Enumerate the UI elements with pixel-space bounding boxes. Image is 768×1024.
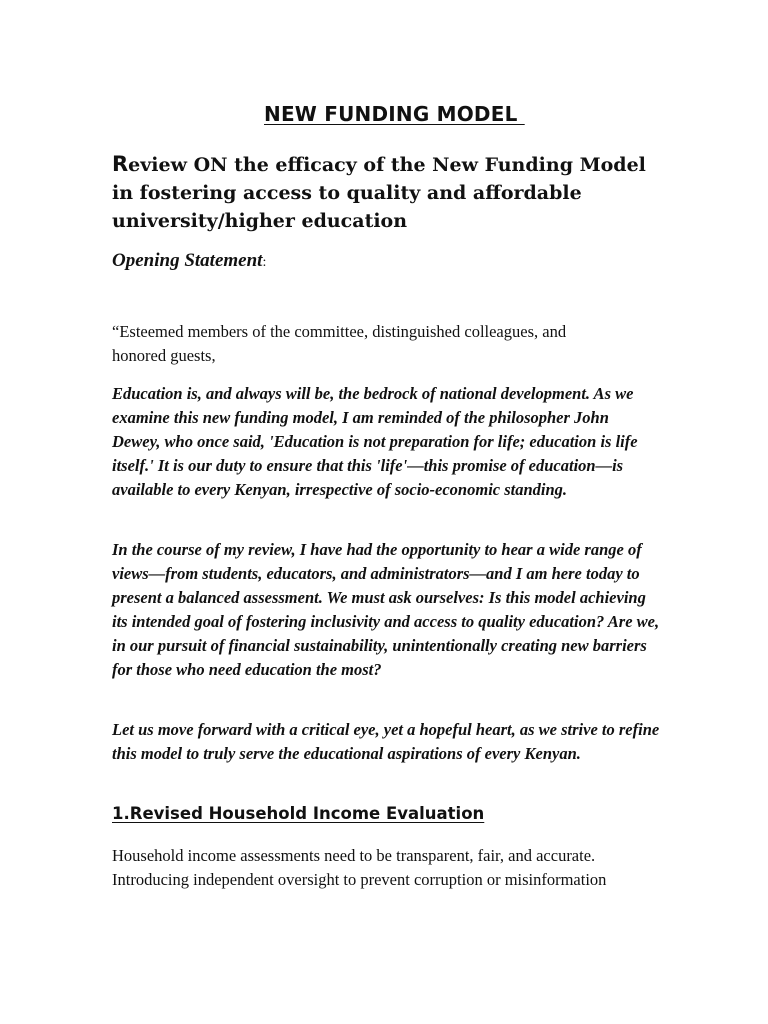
move-forward-paragraph: Let us move forward with a critical eye, yet a hopeful heart, as we strive to refine this model to truly serve the educational aspirations of every Kenyan. (112, 720, 660, 763)
review-heading (112, 150, 662, 235)
review-heading-text: eview ON the efficacy of the New Funding Model in fostering access to quality and affordable university/higher education (112, 154, 646, 232)
section-1-heading: 1.Revised Household Income Evaluation (112, 804, 485, 823)
salutation-paragraph: “Esteemed members of the committee, distinguished colleagues, and honored guests, (112, 322, 567, 365)
document-title: NEW FUNDING MODEL (264, 102, 525, 126)
opening-statement-label (112, 250, 266, 272)
review-heading-first-letter: R (112, 152, 129, 176)
opening-statement-colon: : (262, 255, 267, 270)
review-paragraph: In the course of my review, I have had the opportunity to hear a wide range of views—from students, educators, and administrators—and I am here today to present a balanced assessment. We must ask ourselves: Is this model achieving its intended goal of fostering inclusivity and access to quality education? Are we, in our pursuit of financial sustainability, unintentionally creating new barriers for those who need education the most? (112, 540, 660, 679)
opening-statement-text: Opening Statement (112, 250, 263, 271)
bedrock-paragraph: Education is, and always will be, the bedrock of national development. As we examine this new funding model, I am reminded of the philosopher John Dewey, who once said, 'Education is not preparation for life; education is life itself.' It is our duty to ensure that this 'life'—this promise of education—is available to every Kenyan, irrespective of socio-economic standing. (112, 384, 638, 499)
section-1-body: Household income assessments need to be transparent, fair, and accurate. Introducing independent oversight to prevent corruption or misinformation (112, 846, 607, 889)
